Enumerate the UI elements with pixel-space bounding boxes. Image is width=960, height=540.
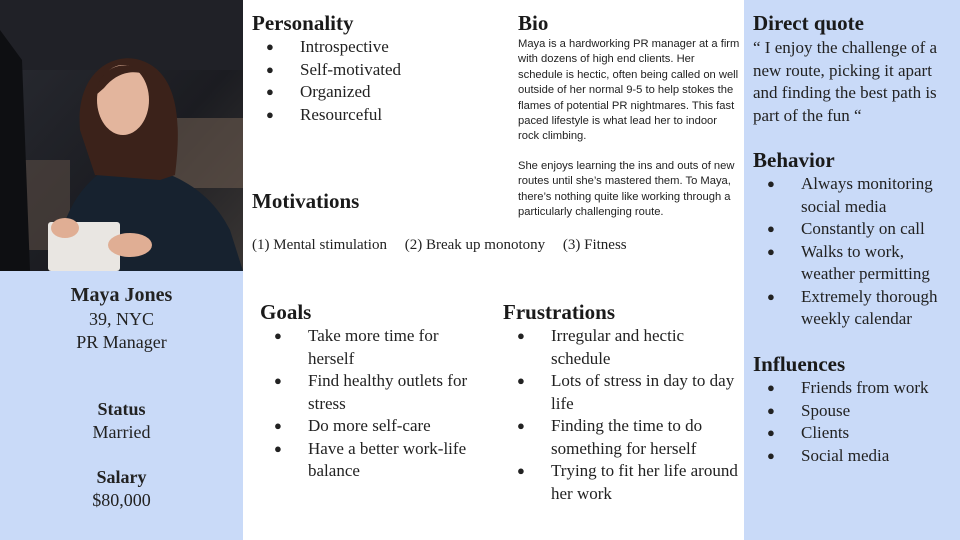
list-item: ● Always monitoring social media	[753, 173, 957, 218]
bio-paragraph: Maya is a hardworking PR manager at a firm with dozens of high end clients. Her schedule is hectic, often being called on well outside of her normal 9-5 to help stokes the flames of potential PR nightmares. This fast paced lifestyle is what lead her to indoor rock climbing.	[518, 38, 740, 143]
status-label: Status	[97, 399, 146, 419]
salary-value: $80,000	[92, 490, 151, 510]
goals-title: Goals	[260, 300, 312, 324]
frustrations-list	[503, 325, 738, 505]
list-item: ● Irregular and hectic schedule	[503, 325, 738, 370]
list-item: ● Social media	[753, 445, 957, 468]
influences-section	[753, 351, 957, 467]
profile-summary	[0, 282, 243, 512]
salary-label: Salary	[96, 467, 147, 487]
goals-section	[260, 299, 480, 483]
list-item: ● Resourceful	[252, 104, 502, 127]
persona-job: PR Manager	[76, 332, 167, 352]
quote-title: Direct quote	[753, 11, 864, 35]
personality-section	[252, 10, 502, 126]
list-item: ● Organized	[252, 81, 502, 104]
list-item: ● Lots of stress in day to day life	[503, 370, 738, 415]
behavior-title: Behavior	[753, 148, 835, 172]
list-item: ● Spouse	[753, 400, 957, 423]
list-item: ● Finding the time to do something for herself	[503, 415, 738, 460]
persona-photo-illustration	[0, 0, 243, 271]
list-item: ● Have a better work-life balance	[260, 438, 480, 483]
status-value: Married	[92, 422, 151, 442]
list-item: ● Self-motivated	[252, 59, 502, 82]
behavior-section	[753, 147, 957, 331]
persona-name: Maya Jones	[70, 284, 173, 306]
list-item: ● Extremely thorough weekly calendar	[753, 286, 957, 331]
motivation-item: (1) Mental stimulation	[252, 237, 387, 253]
bio-title: Bio	[518, 11, 549, 35]
list-item: ● Clients	[753, 422, 957, 445]
list-item: ● Friends from work	[753, 377, 957, 400]
list-item: ● Find healthy outlets for stress	[260, 370, 480, 415]
quote-section	[753, 10, 957, 127]
list-item: ● Take more time for herself	[260, 325, 480, 370]
goals-list	[260, 325, 480, 483]
list-item: ● Constantly on call	[753, 218, 957, 241]
frustrations-section	[503, 299, 738, 505]
list-item: ● Do more self-care	[260, 415, 480, 438]
bio-paragraph: She enjoys learning the ins and outs of new routes until she’s mastered them. To Maya, there’s nothing quite like working through a particularly challenging route.	[518, 159, 735, 219]
list-item: ● Introspective	[252, 36, 502, 59]
influences-list	[753, 377, 957, 467]
frustrations-title: Frustrations	[503, 300, 615, 324]
motivation-item: (3) Fitness	[562, 237, 627, 253]
persona-age-location: 39, NYC	[88, 309, 154, 329]
persona-photo	[0, 0, 243, 271]
list-item: ● Walks to work, weather permitting	[753, 241, 957, 286]
influences-title: Influences	[753, 352, 846, 376]
personality-list	[252, 36, 502, 126]
motivations-section	[252, 188, 732, 255]
motivations-title: Motivations	[252, 189, 360, 213]
quote-text: “ I enjoy the challenge of a new route, picking it apart and finding the best path is part of the fun “	[753, 38, 938, 125]
behavior-list	[753, 173, 957, 331]
motivation-item: (2) Break up monotony	[404, 237, 546, 253]
list-item: ● Trying to fit her life around her work	[503, 460, 738, 505]
motivations-list	[252, 235, 732, 255]
personality-title: Personality	[252, 11, 354, 35]
